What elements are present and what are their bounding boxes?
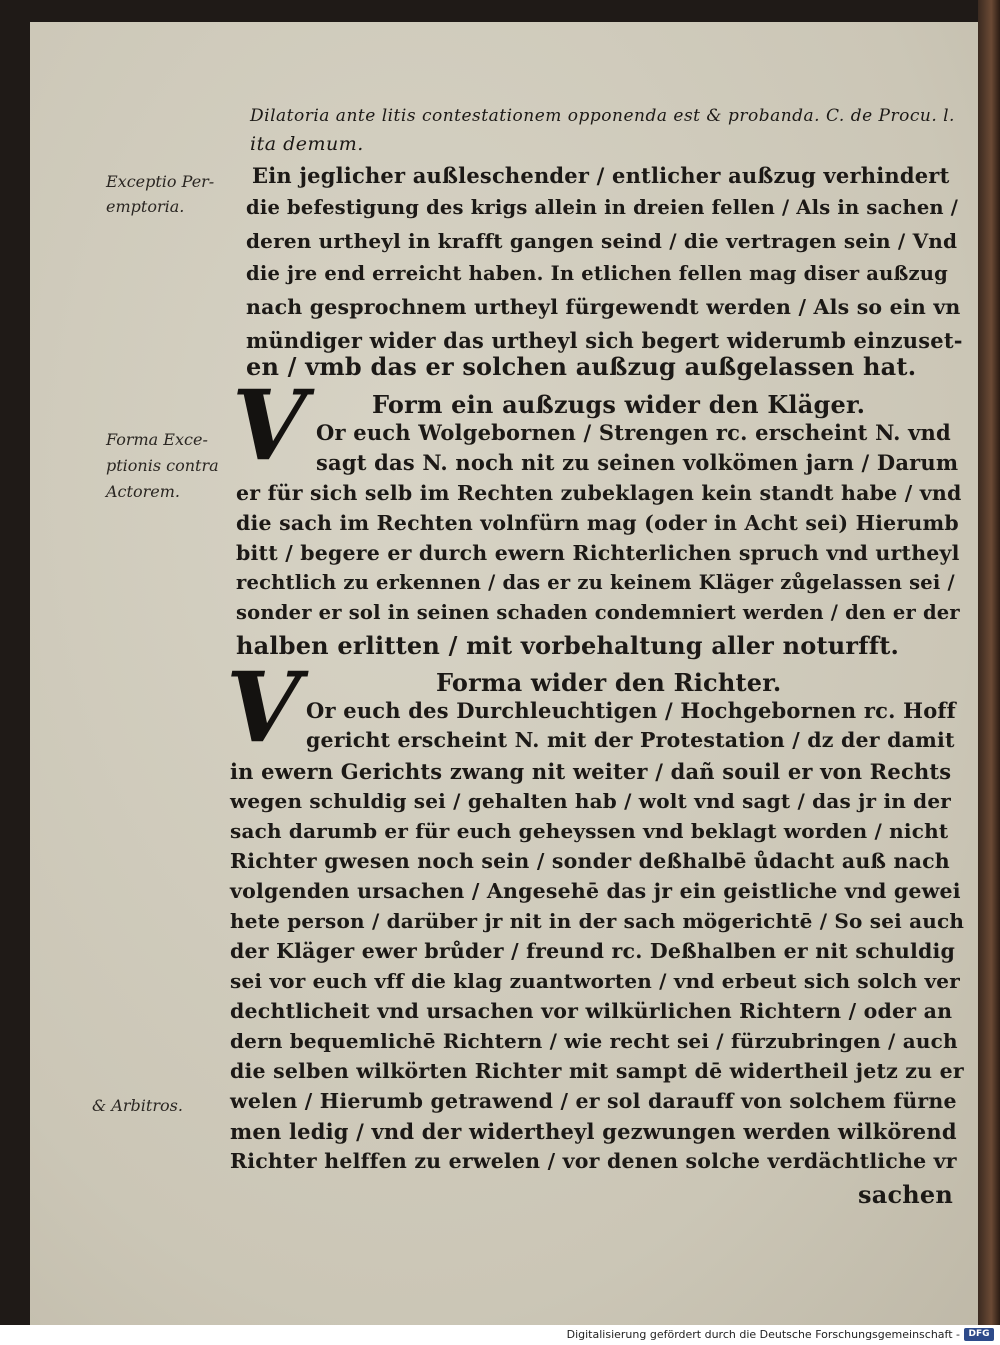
footer-credit: Digitalisierung gefördert durch die Deutsche Forschungsgemeinschaft - (566, 1328, 960, 1341)
text-line: men ledig / vnd der widertheyl gezwungen werden wilkörend (230, 1119, 957, 1144)
text-line: Ein jeglicher außleschender / entlicher außzug verhindert (252, 163, 950, 188)
catchword: sachen (858, 1180, 954, 1209)
text-line: en / vmb das er solchen außzug außgelassen hat. (246, 352, 917, 381)
text-line: die sach im Rechten volnfürn mag (oder in Acht sei) Hierumb (236, 511, 959, 535)
text-line: nach gesprochnem urtheyl fürgewendt werden / Als so ein vn (246, 295, 961, 319)
text-line: sonder er sol in seinen schaden condemniert werden / den er der (236, 601, 960, 624)
text-line: deren urtheyl in krafft gangen seind / die vertragen sein / Vnd (246, 229, 958, 253)
margin-note: Exceptio Per- (106, 172, 215, 191)
text-line: hete person / darüber jr nit in der sach mögerichtē / So sei auch (230, 909, 965, 933)
text-line: er für sich selb im Rechten zubeklagen kein standt habe / vnd (236, 481, 962, 505)
text-line: welen / Hierumb getrawend / er sol darauff von solchem fürne (230, 1089, 957, 1113)
section-heading: Forma wider den Richter. (436, 668, 782, 697)
text-line: der Kläger ewer brůder / freund rc. Deßhalben er nit schuldig (230, 939, 956, 963)
margin-note: emptoria. (106, 197, 185, 216)
section-heading: Form ein außzugs wider den Kläger. (372, 390, 866, 419)
text-line: sach darumb er für euch geheyssen vnd beklagt worden / nicht (230, 819, 949, 843)
text-line: halben erlitten / mit vorbehaltung aller noturfft. (236, 631, 900, 660)
margin-note: Forma Exce- (106, 430, 208, 449)
text-line: sagt das N. noch nit zu seinen volkömen jarn / Darum (316, 450, 959, 475)
margin-note: Actorem. (106, 482, 180, 501)
text-line: mündiger wider das urtheyl sich begert widerumb einzuset- (246, 328, 963, 353)
text-line: wegen schuldig sei / gehalten hab / wolt vnd sagt / das jr in der (230, 789, 951, 813)
text-line: Dilatoria ante litis contestationem opponenda est & probanda. C. de Procu. l. (250, 106, 955, 126)
text-line: Richter gwesen noch sein / sonder deßhalbē ůdacht auß nach (230, 849, 950, 873)
text-line: die selben wilkörten Richter mit sampt dē widertheil jetz zu er (230, 1059, 964, 1083)
text-line: Richter helffen zu erwelen / vor denen solche verdächtliche vr (230, 1149, 957, 1173)
decorated-initial: V (232, 369, 307, 482)
text-line: die jre end erreicht haben. In etlichen fellen mag diser außzug (246, 262, 949, 285)
digitization-footer (0, 1325, 1000, 1345)
text-line: Or euch Wolgebornen / Strengen rc. erscheint N. vnd (316, 420, 951, 445)
text-line: ita demum. (250, 133, 364, 155)
text-line: rechtlich zu erkennen / das er zu keinem Kläger zůgelassen sei / (236, 571, 955, 594)
text-line: sei vor euch vff die klag zuantworten / vnd erbeut sich solch ver (230, 969, 960, 993)
text-line: dechtlicheit vnd ursachen vor wilkürlichen Richtern / oder an (230, 999, 953, 1023)
text-line: gericht erscheint N. mit der Protestation / dz der damit (306, 728, 955, 752)
text-line: die befestigung des krigs allein in dreien fellen / Als in sachen / (246, 196, 959, 219)
text-line: bitt / begere er durch ewern Richterlichen spruch vnd urtheyl (236, 541, 960, 565)
text-line: volgenden ursachen / Angesehē das jr ein geistliche vnd gewei (230, 879, 961, 903)
text-line: dern bequemlichē Richtern / wie recht sei / fürzubringen / auch (230, 1029, 958, 1053)
text-line: Or euch des Durchleuchtigen / Hochgebornen rc. Hoff (306, 698, 956, 723)
decorated-initial: V (226, 651, 301, 764)
text-line: in ewern Gerichts zwang nit weiter / dañ souil er von Rechts (230, 759, 952, 784)
margin-note: & Arbitros. (92, 1096, 183, 1115)
dfg-logo: DFG (964, 1328, 994, 1341)
margin-note: ptionis contra (106, 456, 219, 475)
